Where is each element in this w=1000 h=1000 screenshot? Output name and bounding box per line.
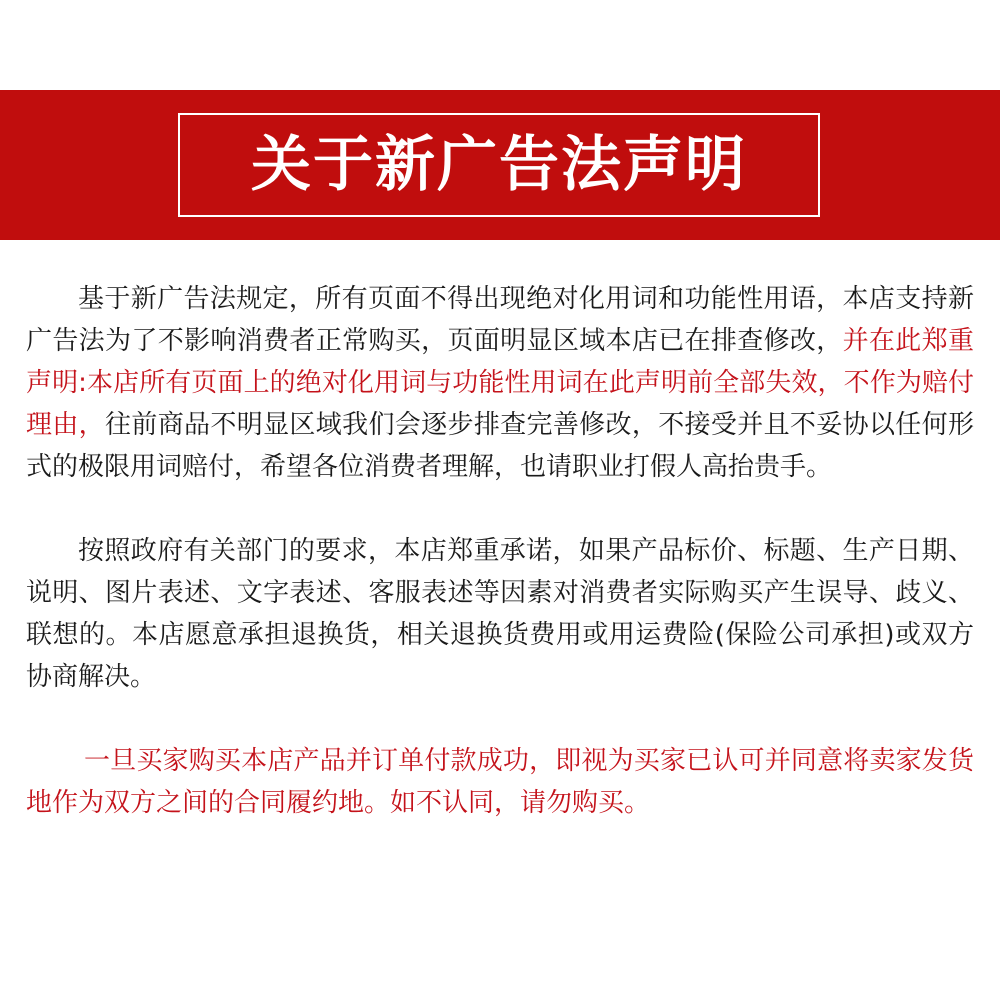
title-frame: [178, 113, 820, 217]
paragraph-ad-law-highlight: 并在此郑重声明:本店所有页面上的绝对化用词与功能性用词在此声明前全部失效，不作为赔付理由，: [26, 326, 974, 440]
paragraph-commitment: 按照政府有关部门的要求，本店郑重承诺，如果产品标价、标题、生产日期、说明、图片表述、文字表述、客服表述等因素对消费者实际购买产生误导、歧义、联想的。本店愿意承担退换货，相关退换货费用或用运费险(保险公司承担)或双方协商解决。: [26, 536, 974, 692]
paragraph-ad-law-outro: 往前商品不明显区域我们会逐步排查完善修改，不接受并且不妥协以任何形式的极限用词赔付，希望各位消费者理解，也请职业打假人高抬贵手。: [26, 410, 974, 482]
paragraph-ad-law: [26, 278, 974, 488]
paragraph-ad-law-intro: 基于新广告法规定，所有页面不得出现绝对化用词和功能性用语，本店支持新广告法为了不影响消费者正常购买，页面明显区域本店已在排查修改，: [26, 284, 974, 356]
title-banner: [0, 90, 1000, 240]
statement-content: [26, 278, 974, 824]
page-title: 关于新广告法声明: [251, 130, 747, 200]
paragraph-contract-location: 一旦买家购买本店产品并订单付款成功，即视为买家已认可并同意将卖家发货地作为双方之间的合同履约地。如不认同，请勿购买。: [26, 746, 974, 818]
